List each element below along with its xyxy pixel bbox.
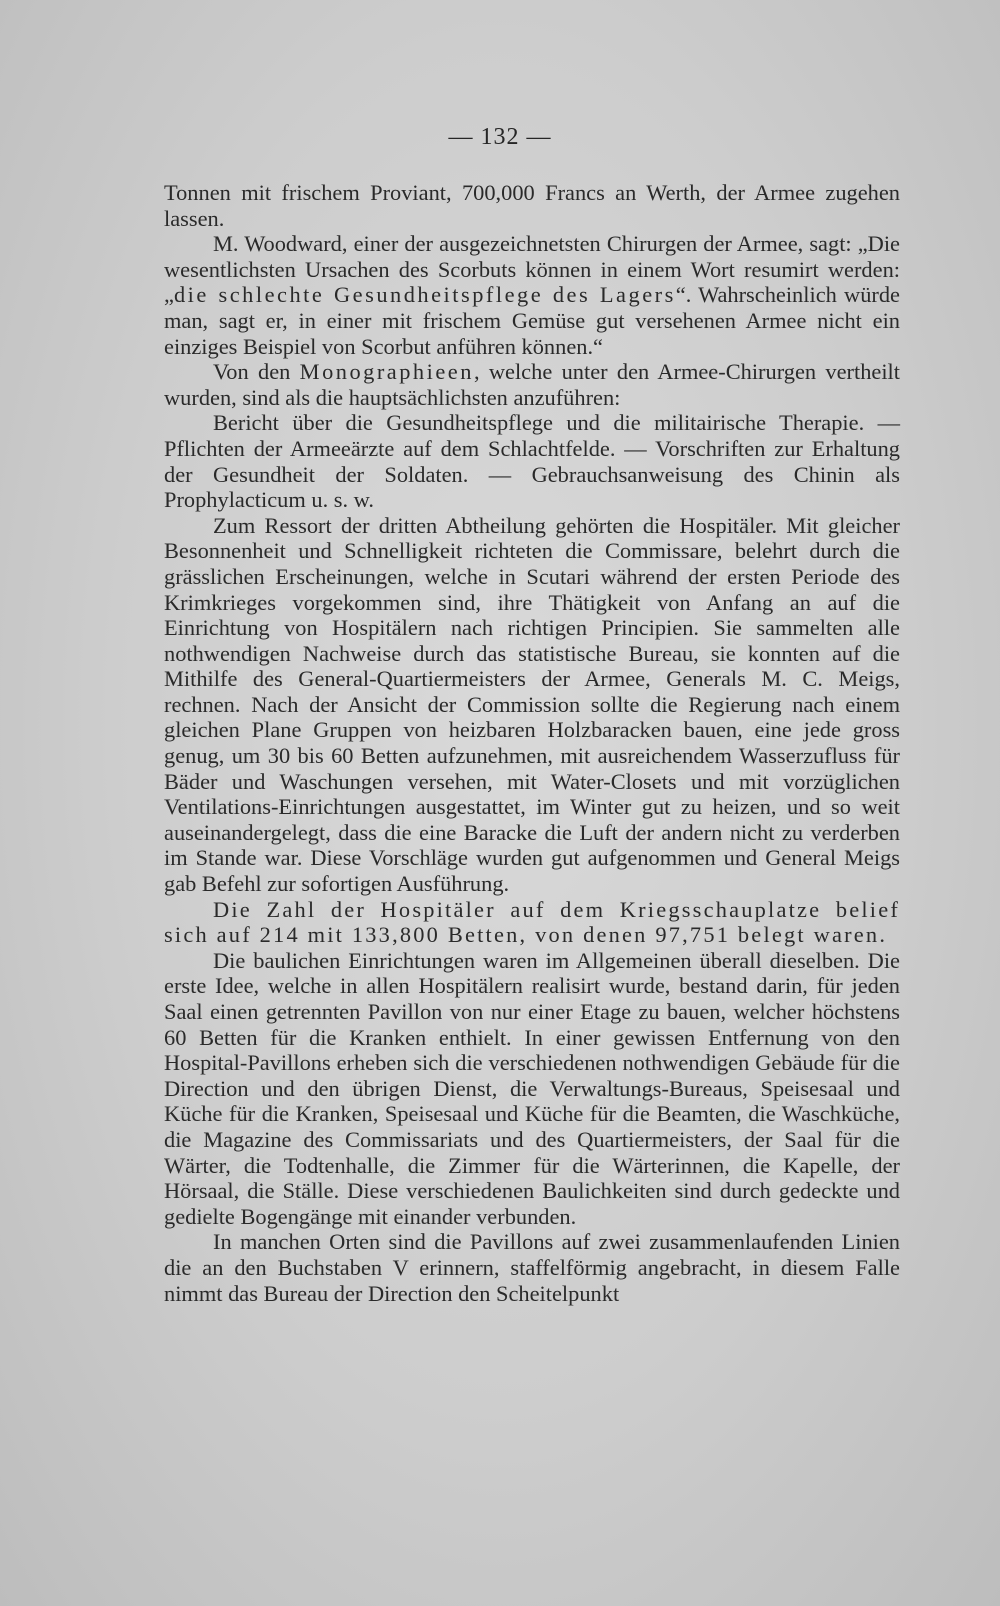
paragraph-2-emphasis: die schlechte Gesundheitspflege des Lagers [173,282,676,308]
paragraph-6: Die Zahl der Hospitäler auf dem Kriegsschauplatze belief sich auf 214 mit 133,800 Betten, von denen 97,751 belegt waren. [164,896,900,948]
paragraph-3-part-1: Von den [213,359,300,385]
paragraph-2-part-3: “. Wahrscheinlich würde man, sagt er, in einer mit frischem Gemüse gut versehenen Armee nicht ein einziges Beispiel von Scorbut anführen können.“ [164,282,900,359]
paragraph-5: Zum Ressort der dritten Abtheilung gehörten die Hospitäler. Mit gleicher Besonnenheit und Schnelligkeit richteten die Commissare, belehrt durch die grässlichen Erscheinungen, welche in Scutari während der ersten Periode des Krimkrieges vorgekommen sind, ihre Thätigkeit von Anfang an auf die Einrichtung von Hospitälern nach richtigen Principien. Sie sammelten alle nothwendigen Nachweise durch das statistische Bureau, sie konnten auf die Mithilfe des General-Quartiermeisters der Armee, Generals M. C. Meigs, rechnen. Nach der Ansicht der Commission sollte die Regierung nach einem gleichen Plane Gruppen von heizbaren Holzbaracken bauen, eine jede gross genug, um 30 bis 60 Betten aufzunehmen, mit ausreichendem Wasserzufluss für Bäder und Waschungen versehen, mit Water-Closets und mit vorzüglichen Ventilations-Einrichtungen ausgestattet, im Winter gut zu heizen, und so weit auseinandergelegt, dass die eine Baracke die Luft der andern nicht zu verderben im Stande war. Diese Vorschläge wurden gut aufgenommen und General Meigs gab Befehl zur sofortigen Ausführung. [164,512,900,897]
paragraph-3-emphasis: Monographieen [299,359,474,385]
paragraph-8: In manchen Orten sind die Pavillons auf zwei zusammenlaufenden Linien die an den Buchstaben V erinnern, staffelförmig angebracht, in diesem Falle nimmt das Bureau der Direction den Scheitelpunkt [164,1229,900,1306]
paragraph-2-part-1: M. Woodward, einer der ausgezeichnetsten Chirurgen der Armee, sagt: „Die wesentlichsten Ursachen des Scorbuts können in einem Wort resumirt werden: „ [164,231,900,308]
body-text [164,180,900,1306]
page-number: — 132 — [448,124,552,150]
paragraph-3 [164,359,900,410]
paragraph-1: Tonnen mit frischem Proviant, 700,000 Francs an Werth, der Armee zugehen lassen. [164,180,900,231]
paragraph-3-part-3: , welche unter den Armee-Chirurgen vertheilt wurden, sind als die hauptsächlichsten anzuführen: [164,359,901,410]
paragraph-2 [164,231,900,359]
paragraph-4: Bericht über die Gesundheitspflege und die militairische Therapie. — Pflichten der Armeeärzte auf dem Schlachtfelde. — Vorschriften zur Erhaltung der Gesundheit der Soldaten. — Gebrauchsanweisung des Chinin als Prophylacticum u. s. w. [164,410,900,513]
paragraph-7: Die baulichen Einrichtungen waren im Allgemeinen überall dieselben. Die erste Idee, welche in allen Hospitälern realisirt wurde, bestand darin, für jeden Saal einen getrennten Pavillon von nur einer Etage zu bauen, welcher höchstens 60 Betten für die Kranken enthielt. In einer gewissen Entfernung von den Hospital-Pavillons erheben sich die verschiedenen nothwendigen Gebäude für die Direction und den übrigen Dienst, die Verwaltungs-Bureaus, Speisesaal und Küche für die Kranken, Speisesaal und Küche für die Beamten, die Waschküche, die Magazine des Commissariats und des Quartiermeisters, der Saal für die Wärter, die Todtenhalle, die Zimmer für die Wärterinnen, die Kapelle, der Hörsaal, die Ställe. Diese verschiedenen Baulichkeiten sind durch gedeckte und gedielte Bogengänge mit einander verbunden. [164,947,900,1229]
